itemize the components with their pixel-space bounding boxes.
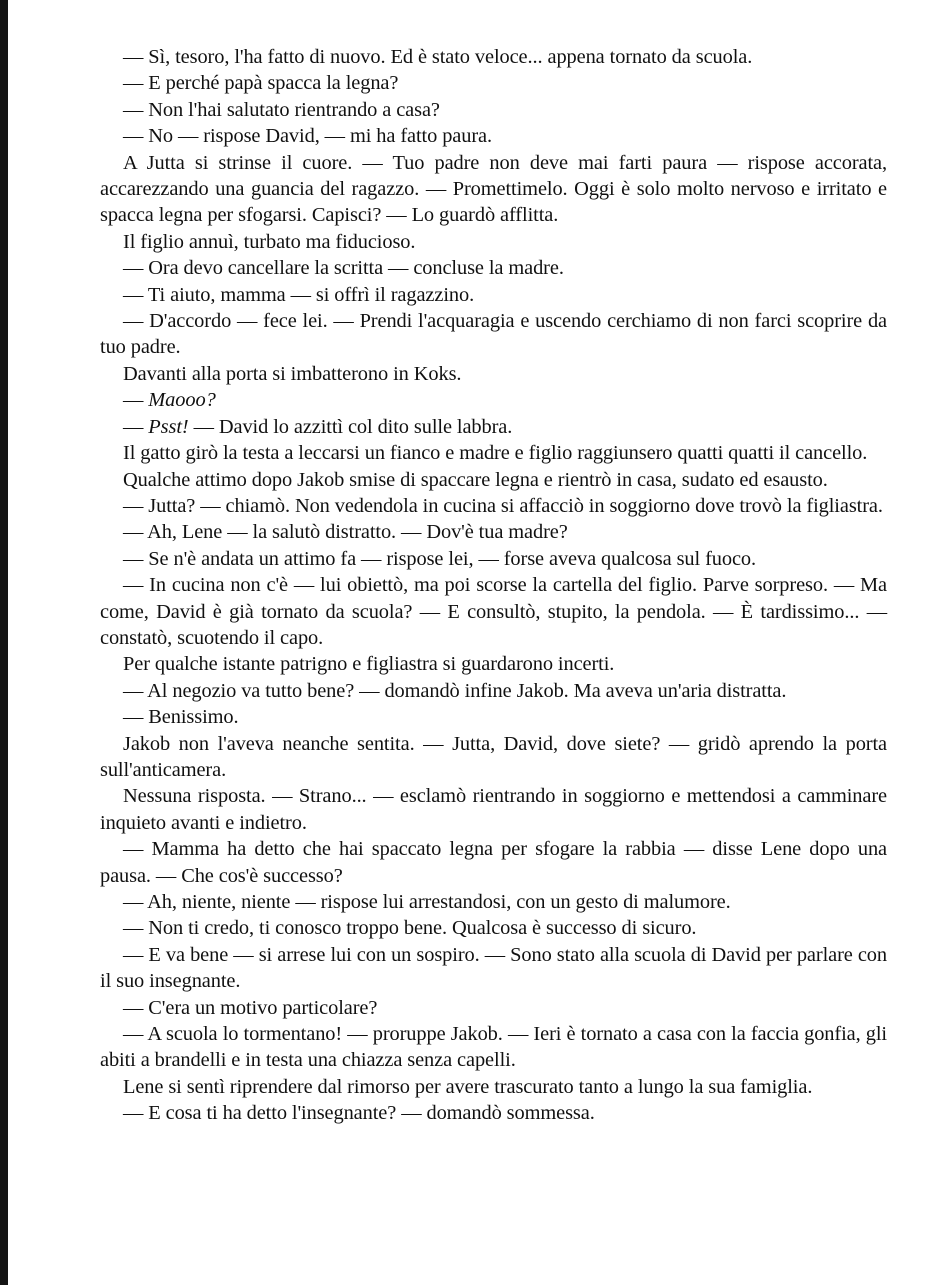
italic-text: Maooo? bbox=[148, 389, 216, 412]
paragraph: — E va bene — si arrese lui con un sospiro. — Sono stato alla scuola di David per parlare con il suo insegnante. bbox=[100, 943, 887, 993]
paragraph: — Non ti credo, ti conosco troppo bene. Qualcosa è successo di sicuro. bbox=[123, 917, 697, 940]
paragraph: — Mamma ha detto che hai spaccato legna per sfogare la rabbia — disse Lene dopo una pausa. — Che cos'è successo? bbox=[100, 838, 887, 887]
book-page bbox=[100, 44, 887, 1127]
paragraph: — Ah, Lene — la salutò distratto. — Dov'è tua madre? bbox=[123, 521, 568, 544]
paragraph: — Sì, tesoro, l'ha fatto di nuovo. Ed è stato veloce... appena tornato da scuola. bbox=[123, 46, 753, 68]
paragraph: — D'accordo — fece lei. — Prendi l'acquaragia e uscendo cerchiamo di non farci scoprire da tuo padre. bbox=[100, 310, 887, 359]
paragraph: Davanti alla porta si imbatterono in Koks. bbox=[123, 362, 462, 385]
paragraph: Il gatto girò la testa a leccarsi un fianco e madre e figlio raggiunsero quatti quatti il cancello. bbox=[123, 442, 868, 465]
paragraph: A Jutta si strinse il cuore. — Tuo padre non deve mai farti paura — rispose accorata, accarezzando una guancia del ragazzo. — Promettimelo. Oggi è solo molto nervoso e irritato e spacca legna per sfogarsi. Capisci? — Lo guardò afflitta. bbox=[100, 151, 887, 227]
paragraph: Lene si sentì riprendere dal rimorso per avere trascurato tanto a lungo la sua famiglia. bbox=[123, 1075, 813, 1098]
paragraph: — Al negozio va tutto bene? — domandò infine Jakob. Ma aveva un'aria distratta. bbox=[123, 679, 787, 702]
paragraph: — Benissimo. bbox=[123, 706, 239, 729]
paragraph: Nessuna risposta. — Strano... — esclamò rientrando in soggiorno e mettendosi a camminare inquieto avanti e indietro. bbox=[100, 785, 887, 834]
paragraph: — In cucina non c'è — lui obiettò, ma poi scorse la cartella del figlio. Parve sorpreso. — Ma come, David è già tornato da scuola? — E consultò, stupito, la pendola. — È tardissimo... — constatò, scuotendo il capo. bbox=[100, 574, 887, 649]
paragraph: — Ora devo cancellare la scritta — concluse la madre. bbox=[123, 257, 564, 280]
italic-text: Psst! bbox=[148, 415, 189, 438]
dash: — bbox=[123, 389, 149, 412]
paragraph: — Non l'hai salutato rientrando a casa? bbox=[123, 98, 440, 121]
paragraph: — Ah, niente, niente — rispose lui arrestandosi, con un gesto di malumore. bbox=[123, 891, 731, 913]
paragraph: — Jutta? — chiamò. Non vedendola in cucina si affacciò in soggiorno dove trovò la figliastra. bbox=[123, 494, 883, 517]
paragraph: — E cosa ti ha detto l'insegnante? — domandò sommessa. bbox=[123, 1102, 595, 1125]
paragraph: Jakob non l'aveva neanche sentita. — Jutta, David, dove siete? — gridò aprendo la porta sull'anticamera. bbox=[100, 732, 887, 781]
paragraph: Il figlio annuì, turbato ma fiducioso. bbox=[123, 230, 416, 253]
paragraph: Qualche attimo dopo Jakob smise di spaccare legna e rientrò in casa, sudato ed esausto. bbox=[123, 468, 828, 491]
paragraph: Per qualche istante patrigno e figliastra si guardarono incerti. bbox=[123, 653, 615, 676]
dash: — bbox=[123, 415, 149, 438]
paragraph-maooo bbox=[100, 387, 887, 413]
screen-edge-bar bbox=[0, 0, 8, 1285]
paragraph: — E perché papà spacca la legna? bbox=[123, 72, 399, 95]
paragraph: — Se n'è andata un attimo fa — rispose lei, — forse aveva qualcosa sul fuoco. bbox=[123, 547, 756, 570]
paragraph: — A scuola lo tormentano! — proruppe Jakob. — Ieri è tornato a casa con la faccia gonfia, gli abiti a brandelli e in testa una chiazza senza capelli. bbox=[100, 1023, 887, 1072]
paragraph: — No — rispose David, — mi ha fatto paura. bbox=[123, 125, 492, 148]
paragraph-psst bbox=[100, 414, 887, 440]
paragraph-rest: — David lo azzittì col dito sulle labbra. bbox=[188, 415, 513, 438]
paragraph: — C'era un motivo particolare? bbox=[123, 996, 378, 1019]
paragraph: — Ti aiuto, mamma — si offrì il ragazzino. bbox=[123, 283, 475, 306]
